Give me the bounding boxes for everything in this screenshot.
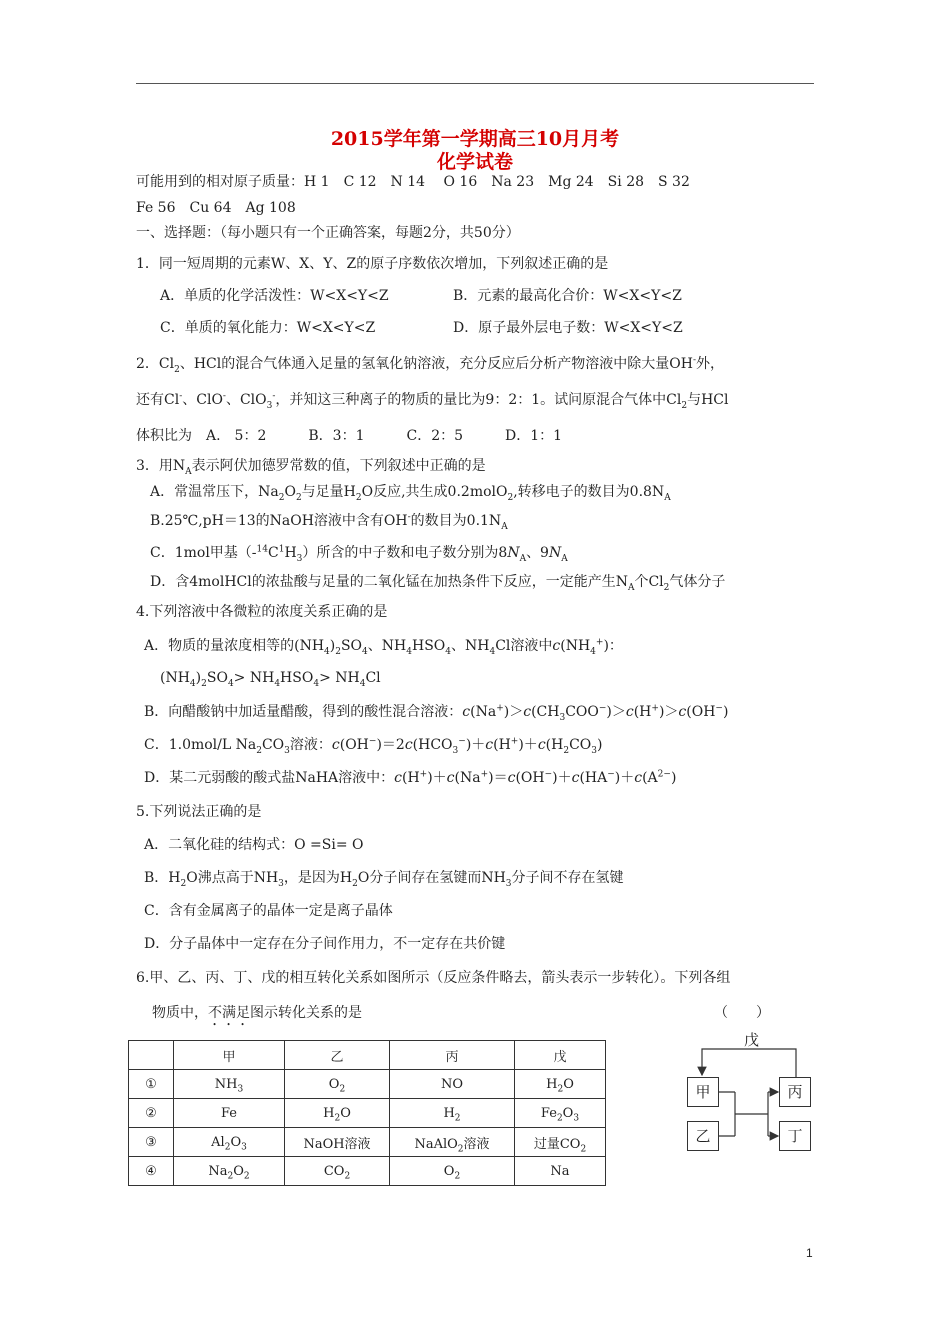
q1-option-a: A．单质的化学活泼性：W<X<Y<Z xyxy=(160,288,389,304)
q5-option-b: B．$H_2O$沸点高于$NH_3$，是因为$H_2O$分子间存在氢键而$NH_3$分子间不存在氢键 xyxy=(144,870,624,889)
q4-option-a-cont: $(NH_4)_2SO_4> NH_4HSO_4> NH_4Cl$ xyxy=(160,670,381,689)
q4-option-c: C．1.0mol/L $Na_2CO_3$溶液：$c(OH^-)=2c(HCO_3^-)+c(H^+)+c(H_2CO_3)$ xyxy=(144,736,603,756)
table-header-row: 甲 乙 丙 戊 xyxy=(129,1041,606,1070)
atomic-mass-line-2: Fe 56 Cu 64 Ag 108 xyxy=(136,200,296,216)
table-row: ② Fe $H_2O$ $H_2$ $Fe_2O_3$ xyxy=(129,1099,606,1128)
q5-option-c: C．含有金属离子的晶体一定是离子晶体 xyxy=(144,903,393,919)
wu-arrow xyxy=(702,1049,796,1078)
diagram-box-jia: 甲 xyxy=(687,1077,719,1107)
diagram-box-yi: 乙 xyxy=(687,1121,719,1151)
table-row: ④ $Na_2O_2$ $CO_2$ $O_2$ Na xyxy=(129,1157,606,1186)
q4-option-a: A．物质的量浓度相等的$(NH_4)_2SO_4$、$NH_4HSO_4$、$NH_4Cl$溶液中$c(NH_4^+)$： xyxy=(144,637,623,657)
q4-option-d: D．某二元弱酸的酸式盐NaHA溶液中：$c(H^+)+c(Na^+)=c(OH^-)+c(HA^-)+c(A^{2-})$ xyxy=(144,769,677,786)
q4-stem: 4.下列溶液中各微粒的浓度关系正确的是 xyxy=(136,604,388,620)
q3-option-c: C．1mol甲基$(-^{14}C^1H_3)$所含的中子数和电子数分别为$8N_A$、$9N_A$ xyxy=(150,544,568,564)
q3-option-a: A．常温常压下，$Na_2O_2$与足量$H_2O$反应,共生成0.2molO$_2$,转移电子的数目为$0.8N_A$ xyxy=(150,484,671,503)
diagram-box-ding: 丁 xyxy=(779,1121,811,1151)
q6-stem: 6.甲、乙、丙、丁、戊的相互转化关系如图所示（反应条件略去，箭头表示一步转化）。下列各组 xyxy=(136,970,731,986)
table-row: ① $NH_3$ $O_2$ NO $H_2O$ xyxy=(129,1070,606,1099)
atomic-mass-line-1: 可能用到的相对原子质量：H 1 C 12 N 14 O 16 Na 23 Mg 24 Si 28 S 32 xyxy=(136,174,690,190)
q4-option-b: B．向醋酸钠中加适量醋酸，得到的酸性混合溶液：$c(Na^+)>c(CH_3COO^-)>c(H^+)>c(OH^-)$ xyxy=(144,703,729,723)
q1-option-b: B．元素的最高化合价：W<X<Y<Z xyxy=(453,288,682,304)
q6-stem-line-2: 物质中，不满足图示转化关系的是 xyxy=(152,1005,362,1021)
page-number: 1 xyxy=(806,1246,813,1260)
q5-option-a: A．二氧化硅的结构式：O =Si= O xyxy=(144,837,364,853)
table-row: ③ $Al_2O_3$ NaOH溶液 NaAlO$_2$溶液 过量$CO_2$ xyxy=(129,1128,606,1157)
q3-option-d: D．含4molHCl的浓盐酸与足量的二氧化锰在加热条件下反应，一定能产生$N_A$个$Cl_2$气体分子 xyxy=(150,574,726,593)
q1-stem: 1．同一短周期的元素W、X、Y、Z的原子序数依次增加，下列叙述正确的是 xyxy=(136,256,609,272)
diagram-box-bing: 丙 xyxy=(779,1077,811,1107)
q1-option-d: D．原子最外层电子数：W<X<Y<Z xyxy=(453,320,683,336)
q6-answer-paren: （ ） xyxy=(714,1005,770,1021)
q2-line-1: 2．$Cl_2$、HCl的混合气体通入足量的氢氧化钠溶液，充分反应后分析产物溶液中除大量OH-外， xyxy=(136,355,724,375)
q2-line-3: 体积比为 A. 5：2 B．3：1 C．2：5 D．1：1 xyxy=(136,428,563,444)
q5-option-d: D．分子晶体中一定存在分子间作用力，不一定存在共价键 xyxy=(144,936,506,952)
q6-table xyxy=(128,1040,606,1186)
exam-subtitle: 化学试卷 xyxy=(436,151,513,173)
section-heading: 一、选择题：（每小题只有一个正确答案，每题2分，共50分） xyxy=(136,225,520,241)
diagram-label-wu: 戊 xyxy=(744,1031,760,1049)
q3-stem: 3．用$N_A$表示阿伏加德罗常数的值，下列叙述中正确的是 xyxy=(136,458,486,477)
header-rule xyxy=(136,83,814,84)
q1-option-c: C．单质的氧化能力：W<X<Y<Z xyxy=(160,320,376,336)
q2-line-2: 还有Cl-、ClO-、ClO$_3$-，并知这三种离子的物质的量比为9：2：1。试问原混合气体中$Cl_2$与HCl xyxy=(136,391,729,411)
exam-title: 2015学年第一学期高三10月月考 xyxy=(330,128,620,150)
q5-stem: 5.下列说法正确的是 xyxy=(136,804,262,820)
q3-option-b: B.25℃,pH＝13的NaOH溶液中含有OH-的数目为$0.1N_A$ xyxy=(150,512,508,532)
